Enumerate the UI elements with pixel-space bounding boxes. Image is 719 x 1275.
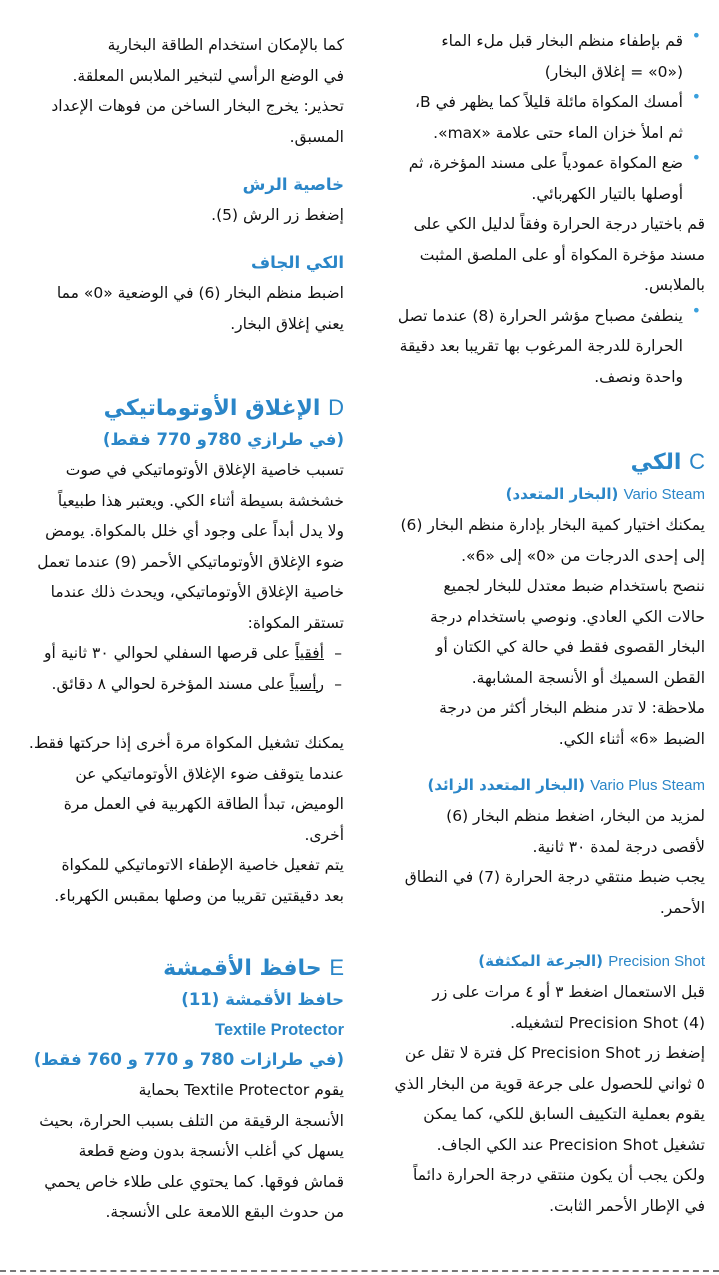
text-line: بالملابس. [644,276,705,294]
text-line: في الوضع الرأسي لتبخير الملابس المعلقة. [72,66,344,85]
text-line: Precision Shot (4) لتشغيله. [510,1013,705,1032]
vario-steam-heading [380,479,705,510]
dash-text: على مسند المؤخرة لحوالي ٨ دقائق. [51,674,290,693]
bullet-item [380,26,705,87]
vario-steam-body [380,510,705,754]
text-line: يجب ضبط منتقي درجة الحرارة (7) في النطاق [404,868,705,886]
text-line: خاصية الإغلاق الأوتوماتيكي، ويحدث ذلك عندما [50,583,344,601]
text-line: يمكنك تشغيل المكواة مرة أخرى إذا حركتها فقط. [28,734,344,752]
text-line: • أمسك المكواة مائلة قليلاً كما يظهر في B، [415,93,683,111]
section-d [14,392,344,699]
text-line: الوميض، تبدأ الطاقة الكهربية في العمل مرة [63,795,344,813]
dry-ironing-heading: الكي الجاف [251,253,344,272]
heading-arabic: (البخار المتعدد الزائد) [427,776,585,794]
section-e-sub1: حافظ الأقمشة (11) [181,990,344,1009]
heading-latin: Vario Steam [623,486,705,503]
text-line: أخرى. [304,825,344,844]
text-line: تشغيل Precision Shot عند الكي الجاف. [436,1135,705,1154]
text-line: الضبط «6» أثناء الكي. [558,729,705,748]
text-line: إضغط زر الرش (5). [211,206,344,224]
section-e [14,952,344,1228]
text-line: إلى إحدى الدرجات من «0» إلى «6». [461,546,705,565]
heading-arabic: (البخار المتعدد) [505,485,619,503]
section-d-body2 [14,728,344,911]
dash-item [14,638,344,669]
text-line: في الإطار الأحمر الثابت. [549,1196,705,1215]
section-title: حافظ الأقمشة [163,956,322,981]
text-line: قم باختيار درجة الحرارة وفقاً لدليل الكي على [413,215,705,233]
section-c [380,446,705,754]
text-line: ملاحظة: لا تدر منظم البخار أكثر من درجة [439,699,705,717]
text-line: إضغط زر Precision Shot كل فترة لا تقل عن [404,1044,705,1062]
section-e-sub3: (في طرازات 780 و 770 و 760 فقط) [33,1050,344,1069]
text-line: («0» = إغلاق البخار) [544,62,683,81]
section-letter: E [329,955,344,980]
text-line: يقوم بعملية التكييف السابق للكي، كما يمكن [423,1105,705,1123]
section-d-subtitle: (في طرازي 780و 770 فقط) [102,430,344,449]
bullet-item [380,148,705,209]
text-line: الأحمر. [659,898,705,917]
precision-shot [380,946,705,1221]
section-title: الكي [630,450,682,475]
text-line: ننصح باستخدام ضبط معتدل للبخار لجميع [443,577,705,595]
bullet-item [380,301,705,393]
section-letter: D [328,395,344,420]
text-line: واحدة ونصف. [594,367,683,386]
text-line: مسند مؤخرة المكواة أو على الملصق المثبت [419,245,705,264]
text-line: حالات الكي العادي. ونوصي باستخدام درجة [430,607,705,626]
text-line: • ينطفئ مصباح مؤشر الحرارة (8) عندما تصل [397,306,683,325]
vario-plus-steam [380,770,705,923]
spray-heading: خاصية الرش [242,175,344,194]
intro-bullets [380,26,705,392]
heading-latin: Vario Plus Steam [590,777,705,794]
text-line: من حدوث البقع اللامعة على الأنسجة. [105,1203,344,1221]
text-line: البخار القصوى فقط في حالة كي الكتان أو [436,638,705,656]
text-line: بعد دقيقتين تقريبا من وصلها بمقبس الكهرباء. [54,886,344,905]
text-line: أوصلها بالتيار الكهربائي. [531,184,683,203]
text-line: ولا يدل أبداً على وجود أي خلل بالمكواة. يومض [45,522,344,540]
text-line: خشخشة بسيطة أثناء الكي. ويعتبر هذا طبيعياً [57,491,344,510]
text-line: يعني إغلاق البخار. [230,314,344,333]
text-line: ضوء الإغلاق الأوتوماتيكي الأحمر (9) عندما تعمل [37,552,344,571]
text-line: • ضع المكواة عمودياً على مسند المؤخرة، ثم [408,154,683,172]
text-line: كما بالإمكان استخدام الطاقة البخارية [107,36,344,54]
steam-vertical-para [14,30,344,152]
text-line: لمزيد من البخار، اضغط منظم البخار (6) [446,807,705,825]
heading-latin: Precision Shot [608,953,705,970]
text-line: يقوم Textile Protector بحماية [138,1081,344,1099]
page-bottom-rule [0,1270,719,1272]
warning-line: تحذير: يخرج البخار الساخن من فوهات الإعداد [51,97,344,115]
section-e-heading [14,952,344,985]
text-line: الأنسجة الرقيقة من التلف بسبب الحرارة، بحيث [39,1111,344,1130]
text-line: يتم تفعيل خاصية الإطفاء الاتوماتيكي للمكواة [61,856,344,874]
text-line: ولكن يجب أن يكون منتقي درجة الحرارة دائماً [413,1166,705,1184]
text-line: يسهل كي أغلب الأنسجة بدون وضع قطعة [78,1142,344,1160]
text-line: ثم املأ خزان الماء حتى علامة «max». [433,123,683,142]
right-column [380,0,705,1275]
spray-section [14,170,344,231]
section-letter: C [689,449,705,474]
dry-ironing-section [14,248,344,339]
text-line: تسبب خاصية الإغلاق الأوتوماتيكي في صوت [65,461,344,479]
dash-text: على قرصها السفلي لحوالي ٣٠ ثانية أو [44,644,296,662]
text-line: تستقر المكواة: [247,613,344,632]
text-line: اضبط منظم البخار (6) في الوضعية «0» مما [56,284,344,302]
text-line: ٥ ثواني للحصول على جرعة قوية من البخار الذي [394,1074,705,1093]
underlined-word: رأسياً [289,674,324,693]
left-column [14,0,344,1275]
dash-item [14,669,344,700]
text-line: عندما يتوقف ضوء الإغلاق الأوتوماتيكي عن [75,764,344,783]
underlined-word: أفقياً [295,644,324,662]
text-line: يمكنك اختيار كمية البخار بإدارة منظم البخار (6) [400,516,705,534]
precision-shot-heading [380,946,705,977]
section-d-heading [14,392,344,425]
bullet-item [380,87,705,148]
text-line: قماش فوقها. كما يحتوي على طلاء خاص يحمي [44,1172,344,1191]
warning-line: المسبق. [289,127,344,146]
text-line: الحرارة للدرجة المرغوب بها تقريبا بعد دقيقة [399,337,683,355]
text-line: لأقصى درجة لمدة ٣٠ ثانية. [532,837,705,856]
vario-plus-steam-heading [380,770,705,801]
temperature-paragraph [380,209,705,301]
heading-arabic: (الجرعة المكثفة) [478,952,604,970]
section-title: الإغلاق الأوتوماتيكي [103,396,321,421]
text-line: القطن السميك أو الأنسجة المشابهة. [471,668,705,687]
section-c-heading [380,446,705,479]
section-e-sub2: Textile Protector [215,1021,344,1039]
text-line: • قم بإطفاء منظم البخار قبل ملء الماء [441,32,683,50]
text-line: قبل الاستعمال اضغط ٣ أو ٤ مرات على زر [432,983,705,1001]
